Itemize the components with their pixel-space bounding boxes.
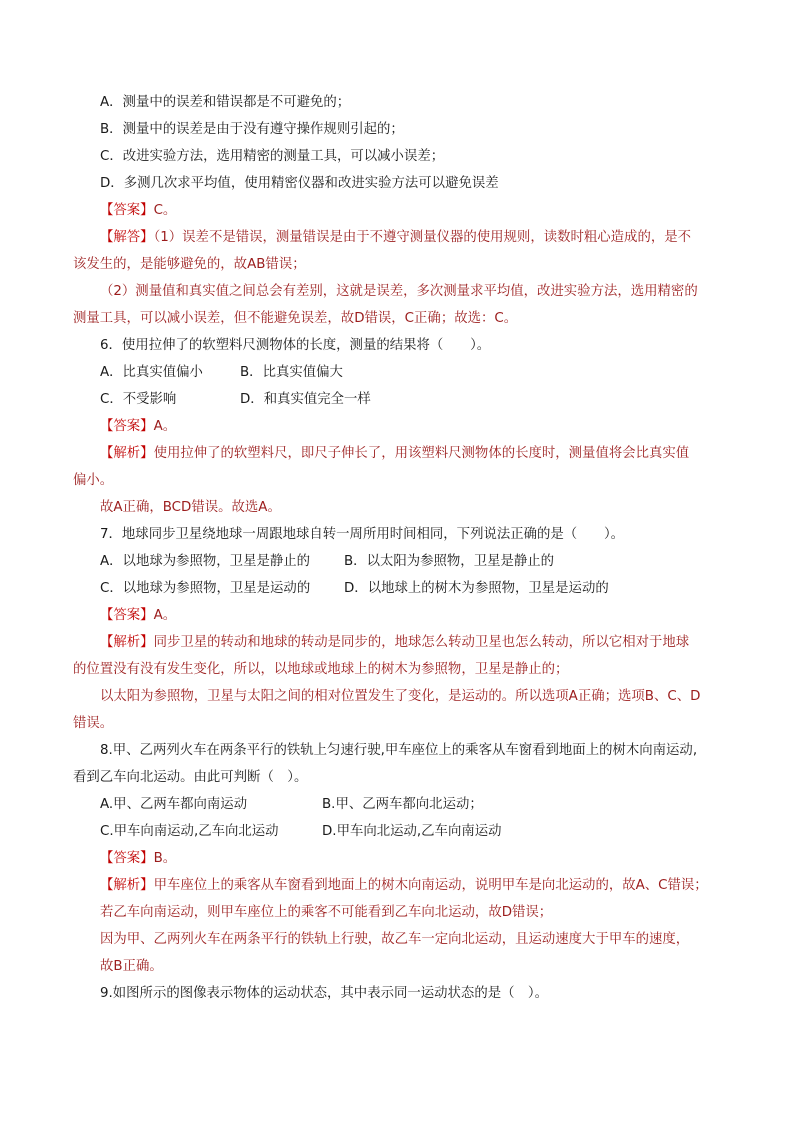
q6-answer — [100, 418, 176, 436]
answer-tag: 【答案】 — [100, 203, 154, 218]
explain-text: 甲车座位上的乘客从车窗看到地面上的树木向南运动，说明甲车是向北运动的，故A、C错误； — [153, 878, 708, 893]
q7-explanation-line-4: 错误。 — [73, 716, 114, 731]
q6-explanation-line-2: 偏小。 — [73, 473, 114, 488]
q7-question: 7．地球同步卫星绕地球一周跟地球自转一周所用时间相同，下列说法正确的是（ ）。 — [100, 527, 625, 542]
q5-option-d: D．多测几次求平均值，使用精密仪器和改进实验方法可以避免误差 — [100, 176, 499, 191]
answer-value: A。 — [153, 608, 177, 623]
q6-option-b: B．比真实值偏大 — [240, 365, 343, 380]
q6-explanation-line-3: 故A正确，BCD错误。故选A。 — [100, 500, 281, 515]
q8-option-b: B.甲、乙两车都向北运动； — [322, 797, 483, 812]
explain-text: 使用拉伸了的软塑料尺，即尺子伸长了，用该塑料尺测物体的长度时，测量值将会比真实值 — [153, 446, 690, 461]
q8-question-line-1: 8.甲、乙两列火车在两条平行的铁轨上匀速行驶,甲车座位上的乘客从车窗看到地面上的树木向南运动, — [100, 743, 698, 758]
q7-option-a: A．以地球为参照物，卫星是静止的 — [100, 554, 311, 569]
q5-answer — [100, 202, 176, 220]
q7-answer — [100, 607, 176, 625]
q8-answer — [100, 850, 176, 868]
explain-tag: 【解析】 — [100, 635, 154, 650]
explain-tag: 【解析】 — [100, 446, 154, 461]
q5-option-c: C．改进实验方法，选用精密的测量工具，可以减小误差； — [100, 149, 445, 164]
q7-explanation-line-2: 的位置没有没有发生变化，所以，以地球或地球上的树木为参照物，卫星是静止的； — [73, 662, 569, 677]
q6-option-a: A．比真实值偏小 — [100, 365, 203, 380]
q8-option-d: D.甲车向北运动,乙车向南运动 — [322, 824, 502, 839]
q8-explanation-line-1 — [100, 877, 708, 895]
q6-question: 6．使用拉伸了的软塑料尺测物体的长度，测量的结果将（ ）。 — [100, 338, 491, 353]
answer-value: A。 — [153, 419, 177, 434]
q9-question: 9.如图所示的图像表示物体的运动状态，其中表示同一运动状态的是（ ）。 — [100, 986, 548, 1001]
answer-tag: 【答案】 — [100, 419, 154, 434]
explain-tag: 【解析】 — [100, 878, 154, 893]
q5-explanation-line-4: 测量工具，可以减小误差，但不能避免误差，故D错误，C正确；故选：C。 — [73, 311, 518, 326]
q5-option-a: A．测量中的误差和错误都是不可避免的； — [100, 95, 351, 110]
q8-question-line-2: 看到乙车向北运动。由此可判断（ ）。 — [73, 770, 308, 785]
q8-explanation-line-4: 故B正确。 — [100, 959, 163, 974]
q8-explanation-line-3: 因为甲、乙两列火车在两条平行的铁轨上行驶，故乙车一定向北运动，且运动速度大于甲车的速度， — [100, 932, 690, 947]
q6-option-c: C．不受影响 — [100, 392, 177, 407]
q8-explanation-line-2: 若乙车向南运动，则甲车座位上的乘客不可能看到乙车向北运动，故D错误； — [100, 905, 553, 920]
answer-tag: 【答案】 — [100, 608, 154, 623]
answer-tag: 【答案】 — [100, 851, 154, 866]
q6-option-d: D．和真实值完全一样 — [240, 392, 371, 407]
explain-tag: 【解答】 — [100, 230, 154, 245]
q7-option-c: C．以地球为参照物，卫星是运动的 — [100, 581, 311, 596]
answer-value: C。 — [153, 203, 177, 218]
q8-option-c: C.甲车向南运动,乙车向北运动 — [100, 824, 279, 839]
q5-explanation-line-1 — [100, 229, 691, 247]
q6-explanation-line-1 — [100, 445, 689, 463]
q7-option-b: B．以太阳为参照物，卫星是静止的 — [344, 554, 555, 569]
q8-option-a: A.甲、乙两车都向南运动 — [100, 797, 248, 812]
q5-explanation-line-2: 该发生的，是能够避免的，故AB错误； — [73, 257, 306, 272]
q5-explanation-line-3: （2）测量值和真实值之间总会有差别，这就是误差，多次测量求平均值，改进实验方法，选用精密的 — [100, 284, 698, 299]
q7-explanation-line-3: 以太阳为参照物，卫星与太阳之间的相对位置发生了变化，是运动的。所以选项A正确；选项B、C、D — [100, 689, 701, 704]
answer-value: B。 — [153, 851, 177, 866]
q7-option-d: D．以地球上的树木为参照物，卫星是运动的 — [344, 581, 609, 596]
q5-option-b: B．测量中的误差是由于没有遵守操作规则引起的； — [100, 122, 404, 137]
q7-explanation-line-1 — [100, 634, 689, 652]
explain-text: （1）误差不是错误，测量错误是由于不遵守测量仪器的使用规则，读数时粗心造成的，是不 — [153, 230, 692, 245]
explain-text: 同步卫星的转动和地球的转动是同步的，地球怎么转动卫星也怎么转动，所以它相对于地球 — [153, 635, 690, 650]
